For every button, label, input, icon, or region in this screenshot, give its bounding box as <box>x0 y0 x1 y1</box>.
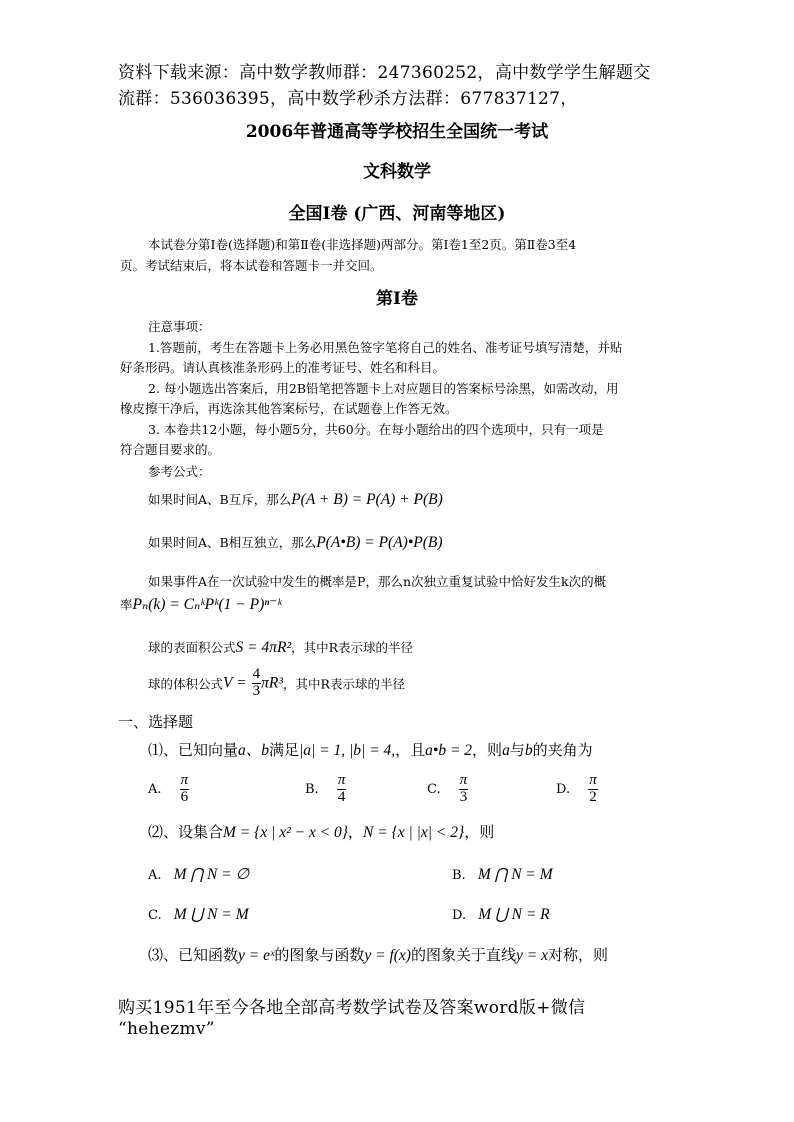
formula-2-text: 如果时间A、B相互独立，那么 <box>148 535 317 550</box>
exam-region: 全国Ⅰ卷 (广西、河南等地区) <box>288 204 506 224</box>
q1-text-b: 满足 <box>269 741 300 759</box>
q1-option-a-fraction <box>180 773 190 806</box>
part-one-heading: 一、选择题 <box>118 713 194 731</box>
formula-3-text: 如果事件A在一次试验中发生的概率是P，那么n次独立重复试验中恰好发生k次的概 <box>148 574 607 589</box>
q1-option-b-label: B. <box>305 781 319 797</box>
header-line-2: 流群：536036395，高中数学秒杀方法群：677837127， <box>118 89 578 109</box>
q3-math-2: y = f(x) <box>364 947 411 964</box>
header-line-1: 资料下载来源：高中数学教师群：247360252，高中数学学生解题交 <box>118 63 651 83</box>
q2-option-c-math: M ⋃ N = M <box>173 906 249 923</box>
q1-text-e: 与 <box>509 741 525 759</box>
formula-sphere-area <box>148 637 413 657</box>
q1-option-c-fraction <box>459 773 469 806</box>
formula-3-prefix: 率 <box>120 597 133 612</box>
formula-5-rhs: πR³ <box>261 674 284 692</box>
formula-4-suffix: ，其中R表示球的半径 <box>291 640 414 655</box>
q2-math-2: N = {x | |x| < 2} <box>363 824 465 841</box>
note-2a: 2. 每小题选出答案后，用2B铅笔把答题卡上对应题目的答案标号涂黑，如需改动，用 <box>148 381 619 396</box>
q1-math-4: a <box>502 742 510 759</box>
q2-option-b[interactable] <box>452 865 553 884</box>
q2-text-c: ，则 <box>464 823 495 841</box>
q2-option-a[interactable] <box>148 865 249 884</box>
q1-option-d-fraction <box>588 773 598 806</box>
q1-option-c[interactable] <box>427 773 468 806</box>
formula-sphere-volume <box>148 667 405 700</box>
q1-option-d-label: D. <box>556 781 571 797</box>
formula-5-suffix: ，其中R表示球的半径 <box>283 676 405 692</box>
formula-independent <box>148 532 443 552</box>
q1-option-c-num: π <box>459 772 468 788</box>
q1-math-2: |a| = 1, |b| = 4, <box>299 742 396 759</box>
q1-option-b-den: 4 <box>337 788 346 805</box>
q2-option-a-label: A. <box>148 868 162 883</box>
q2-option-c[interactable] <box>148 905 249 924</box>
note-3b: 符合题目要求的。 <box>120 442 221 457</box>
formula-2-math: P(A•B) = P(A)•P(B) <box>316 534 443 551</box>
q1-text-c: ，且 <box>395 741 426 759</box>
formula-5-lhs: V = <box>223 674 247 692</box>
note-2b: 橡皮擦干净后，再选涂其他答案标号，在试题卷上作答无效。 <box>120 401 458 416</box>
q1-option-a-den: 6 <box>180 788 189 805</box>
q3-text-d: 对称，则 <box>547 946 608 964</box>
footer-line-2: “hehezmv” <box>118 1019 215 1039</box>
q3-text-c: 的图象关于直线 <box>410 946 516 964</box>
q2-text-b: ， <box>348 823 364 841</box>
footer-line-1: 购买1951年至今各地全部高考数学试卷及答案word版+微信 <box>118 998 586 1018</box>
q3-text-b: 的图象与函数 <box>274 946 365 964</box>
q2-option-c-label: C. <box>148 908 162 923</box>
q2-option-b-label: B. <box>452 868 466 883</box>
formula-1-math: P(A + B) = P(A) + P(B) <box>291 491 443 508</box>
exam-subject: 文科数学 <box>363 162 431 182</box>
q1-option-a[interactable] <box>148 773 189 806</box>
q1-option-b-num: π <box>337 772 346 788</box>
formula-4-math: S = 4πR² <box>235 639 292 656</box>
q2-text-a: ⑵、设集合 <box>148 823 224 841</box>
q2-option-b-math: M ⋂ N = M <box>477 866 553 883</box>
q1-text-a: ⑴、已知向量 <box>148 741 239 759</box>
q1-text-f: 的夹角为 <box>532 741 593 759</box>
q1-option-b[interactable] <box>305 773 346 806</box>
note-1b: 好条形码。请认真核准条形码上的准考证号、姓名和科目。 <box>120 360 446 375</box>
q1-text-d: ，则 <box>472 741 503 759</box>
note-3a: 3. 本卷共12小题，每小题5分，共60分。在每小题给出的四个选项中，只有一项是 <box>148 422 604 437</box>
q1-option-d[interactable] <box>556 773 598 806</box>
q1-option-c-den: 3 <box>459 788 468 805</box>
question-2-stem <box>148 821 494 842</box>
formula-5-den: 3 <box>252 682 261 699</box>
q3-math-1: y = eˣ <box>238 947 275 964</box>
q1-option-c-label: C. <box>427 781 441 797</box>
formula-3-math: Pₙ(k) = CₙᵏPᵏ(1 − P)ⁿ⁻ᵏ <box>132 596 282 613</box>
formula-mutually-exclusive <box>148 489 443 509</box>
formulas-heading: 参考公式： <box>148 464 211 479</box>
q1-option-a-label: A. <box>148 781 162 797</box>
q1-option-d-num: π <box>589 772 597 788</box>
q1-option-d-den: 2 <box>589 788 597 805</box>
q2-option-d[interactable] <box>452 905 550 924</box>
q2-math-1: M = {x | x² − x < 0} <box>223 824 348 841</box>
formula-5-fraction <box>252 667 262 700</box>
notes-heading: 注意事项： <box>148 319 211 334</box>
intro-line-1: 本试卷分第Ⅰ卷(选择题)和第Ⅱ卷(非选择题)两部分。第Ⅰ卷1至2页。第Ⅱ卷3至4 <box>148 237 577 252</box>
q1-math-1: a、b <box>238 742 270 759</box>
q2-option-d-label: D. <box>452 908 467 923</box>
formula-5-text: 球的体积公式 <box>148 676 224 692</box>
q3-text-a: ⑶、已知函数 <box>148 946 239 964</box>
question-1-stem <box>148 738 593 760</box>
exam-title: 2006年普通高等学校招生全国统一考试 <box>245 122 549 142</box>
q2-option-a-math: M ⋂ N = ∅ <box>173 866 250 883</box>
q1-option-a-num: π <box>180 772 189 788</box>
formula-5-num: 4 <box>252 666 261 682</box>
intro-line-2: 页。考试结束后，将本试卷和答题卡一并交回。 <box>120 258 383 273</box>
formula-binomial <box>120 594 282 614</box>
question-3-stem <box>148 944 608 965</box>
formula-4-text: 球的表面积公式 <box>148 640 236 655</box>
q2-option-d-math: M ⋃ N = R <box>478 906 550 923</box>
q3-math-3: y = x <box>516 947 548 964</box>
formula-1-text: 如果时间A、B互斥，那么 <box>148 492 292 507</box>
section-title: 第Ⅰ卷 <box>376 289 418 309</box>
q1-math-5: b <box>524 742 533 759</box>
note-1a: 1.答题前，考生在答题卡上务必用黑色签字笔将自己的姓名、准考证号填写清楚，并贴 <box>148 340 623 355</box>
q1-math-3: a•b = 2 <box>425 742 473 759</box>
q1-option-b-fraction <box>337 773 347 806</box>
